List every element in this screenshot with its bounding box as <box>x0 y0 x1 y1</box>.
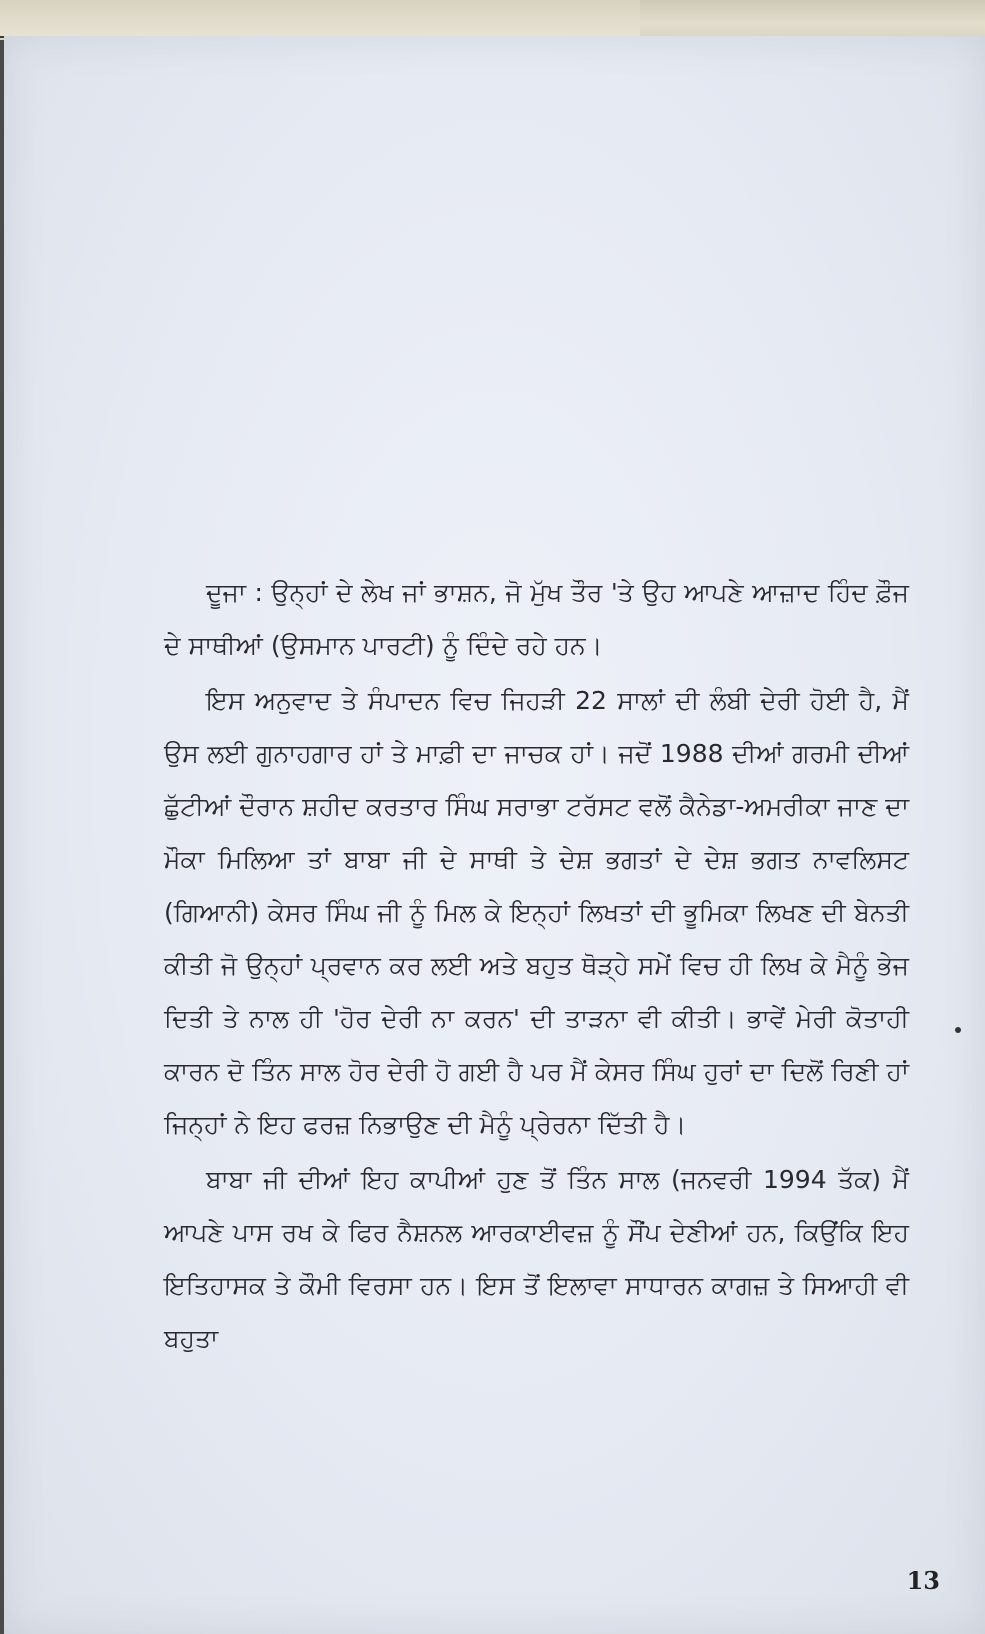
page-number: 13 <box>906 1566 940 1595</box>
scan-top-edge <box>0 0 985 40</box>
body-text <box>164 566 909 1367</box>
torn-paper-edge <box>0 0 640 38</box>
margin-mark <box>955 1027 961 1033</box>
book-page <box>4 36 985 1634</box>
paragraph-1: ਦੂਜਾ : ਉਨ੍ਹਾਂ ਦੇ ਲੇਖ ਜਾਂ ਭਾਸ਼ਨ, ਜੋ ਮੁੱਖ ਤੌਰ 'ਤੇ ਉਹ ਆਪਣੇ ਆਜ਼ਾਦ ਹਿੰਦ ਫ਼ੌਜ ਦੇ ਸਾਥੀਆਂ (ਉਸਮਾਨ ਪਾਰਟੀ) ਨੂੰ ਦਿੰਦੇ ਰਹੇ ਹਨ। <box>164 578 909 660</box>
paragraph-3: ਬਾਬਾ ਜੀ ਦੀਆਂ ਇਹ ਕਾਪੀਆਂ ਹੁਣ ਤੋਂ ਤਿੰਨ ਸਾਲ (ਜਨਵਰੀ 1994 ਤੱਕ) ਮੈਂ ਆਪਣੇ ਪਾਸ ਰਖ ਕੇ ਫਿਰ ਨੈਸ਼ਨਲ ਆਰਕਾਈਵਜ਼ ਨੂੰ ਸੌਂਪ ਦੇਣੀਆਂ ਹਨ, ਕਿਉਂਕਿ ਇਹ ਇਤਿਹਾਸਕ ਤੇ ਕੌਮੀ ਵਿਰਸਾ ਹਨ। ਇਸ ਤੋਂ ਇਲਾਵਾ ਸਾਧਾਰਨ ਕਾਗਜ਼ ਤੇ ਸਿਆਹੀ ਵੀ ਬਹੁਤਾ <box>164 1165 909 1353</box>
paragraph-2: ਇਸ ਅਨੁਵਾਦ ਤੇ ਸੰਪਾਦਨ ਵਿਚ ਜਿਹੜੀ 22 ਸਾਲਾਂ ਦੀ ਲੰਬੀ ਦੇਰੀ ਹੋਈ ਹੈ, ਮੈਂ ਉਸ ਲਈ ਗੁਨਾਹਗਾਰ ਹਾਂ ਤੇ ਮਾਫ਼ੀ ਦਾ ਜਾਚਕ ਹਾਂ। ਜਦੋਂ 1988 ਦੀਆਂ ਗਰਮੀ ਦੀਆਂ ਛੁੱਟੀਆਂ ਦੌਰਾਨ ਸ਼ਹੀਦ ਕਰਤਾਰ ਸਿੰਘ ਸਰਾਭਾ ਟਰੱਸਟ ਵਲੋਂ ਕੈਨੇਡਾ-ਅਮਰੀਕਾ ਜਾਣ ਦਾ ਮੌਕਾ ਮਿਲਿਆ ਤਾਂ ਬਾਬਾ ਜੀ ਦੇ ਸਾਥੀ ਤੇ ਦੇਸ਼ ਭਗਤਾਂ ਦੇ ਦੇਸ਼ ਭਗਤ ਨਾਵਲਿਸਟ (ਗਿਆਨੀ) ਕੇਸਰ ਸਿੰਘ ਜੀ ਨੂੰ ਮਿਲ ਕੇ ਇਨ੍ਹਾਂ ਲਿਖਤਾਂ ਦੀ ਭੂਮਿਕਾ ਲਿਖਣ ਦੀ ਬੇਨਤੀ ਕੀਤੀ ਜੋ ਉਨ੍ਹਾਂ ਪ੍ਰਵਾਨ ਕਰ ਲਈ ਅਤੇ ਬਹੁਤ ਥੋੜ੍ਹੇ ਸਮੇਂ ਵਿਚ ਹੀ ਲਿਖ ਕੇ ਮੈਨੂੰ ਭੇਜ ਦਿਤੀ ਤੇ ਨਾਲ ਹੀ 'ਹੋਰ ਦੇਰੀ ਨਾ ਕਰਨ' ਦੀ ਤਾੜਨਾ ਵੀ ਕੀਤੀ। ਭਾਵੇਂ ਮੇਰੀ ਕੋਤਾਹੀ ਕਾਰਨ ਦੋ ਤਿੰਨ ਸਾਲ ਹੋਰ ਦੇਰੀ ਹੋ ਗਈ ਹੈ ਪਰ ਮੈਂ ਕੇਸਰ ਸਿੰਘ ਹੁਰਾਂ ਦਾ ਦਿਲੋਂ ਰਿਣੀ ਹਾਂ ਜਿਨ੍ਹਾਂ ਨੇ ਇਹ ਫਰਜ਼ ਨਿਭਾਉਣ ਦੀ ਮੈਨੂੰ ਪ੍ਰੇਰਨਾ ਦਿੱਤੀ ਹੈ। <box>164 686 909 1139</box>
